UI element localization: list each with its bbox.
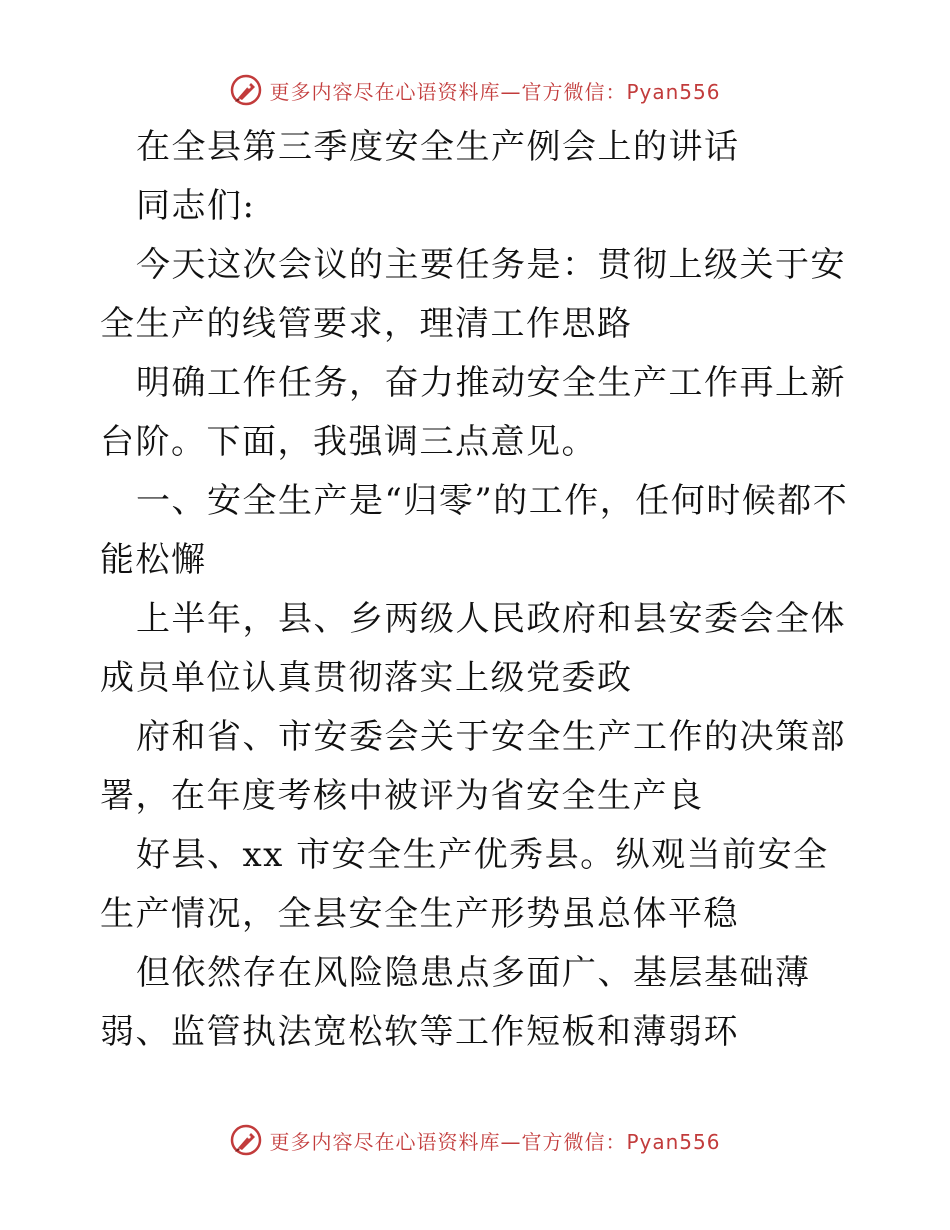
paragraph: 好县、xx 市安全生产优秀县。纵观当前安全生产情况，全县安全生产形势虽总体平稳 (100, 835, 829, 934)
paragraph: 同志们: (136, 186, 256, 226)
paragraph: 明确工作任务，奋力推动安全生产工作再上新台阶。下面，我强调三点意见。 (100, 363, 846, 462)
paragraph: 但依然存在风险隐患点多面广、基层基础薄弱、监管执法宽松软等工作短板和薄弱环 (100, 953, 811, 1052)
paragraph: 上半年，县、乡两级人民政府和县安委会全体成员单位认真贯彻落实上级党委政 (100, 599, 846, 698)
watermark-text: 更多内容尽在心语资料库—官方微信：Pyan556 (269, 79, 721, 104)
pen-nib-logo-icon (229, 1123, 263, 1157)
watermark-text: 更多内容尽在心语资料库—官方微信：Pyan556 (269, 1129, 721, 1154)
paragraph: 今天这次会议的主要任务是：贯彻上级关于安全生产的线管要求，理清工作思路 (100, 245, 846, 344)
watermark-footer (0, 1120, 950, 1160)
paragraph: 府和省、市安委会关于安全生产工作的决策部署，在年度考核中被评为省安全生产良 (100, 717, 846, 816)
document-title: 在全县第三季度安全生产例会上的讲话 (136, 127, 740, 167)
section-heading: 一、安全生产是“归零”的工作，任何时候都不能松懈 (100, 481, 849, 580)
watermark-header (0, 70, 950, 110)
document-body (100, 118, 855, 1062)
pen-nib-logo-icon (229, 73, 263, 107)
